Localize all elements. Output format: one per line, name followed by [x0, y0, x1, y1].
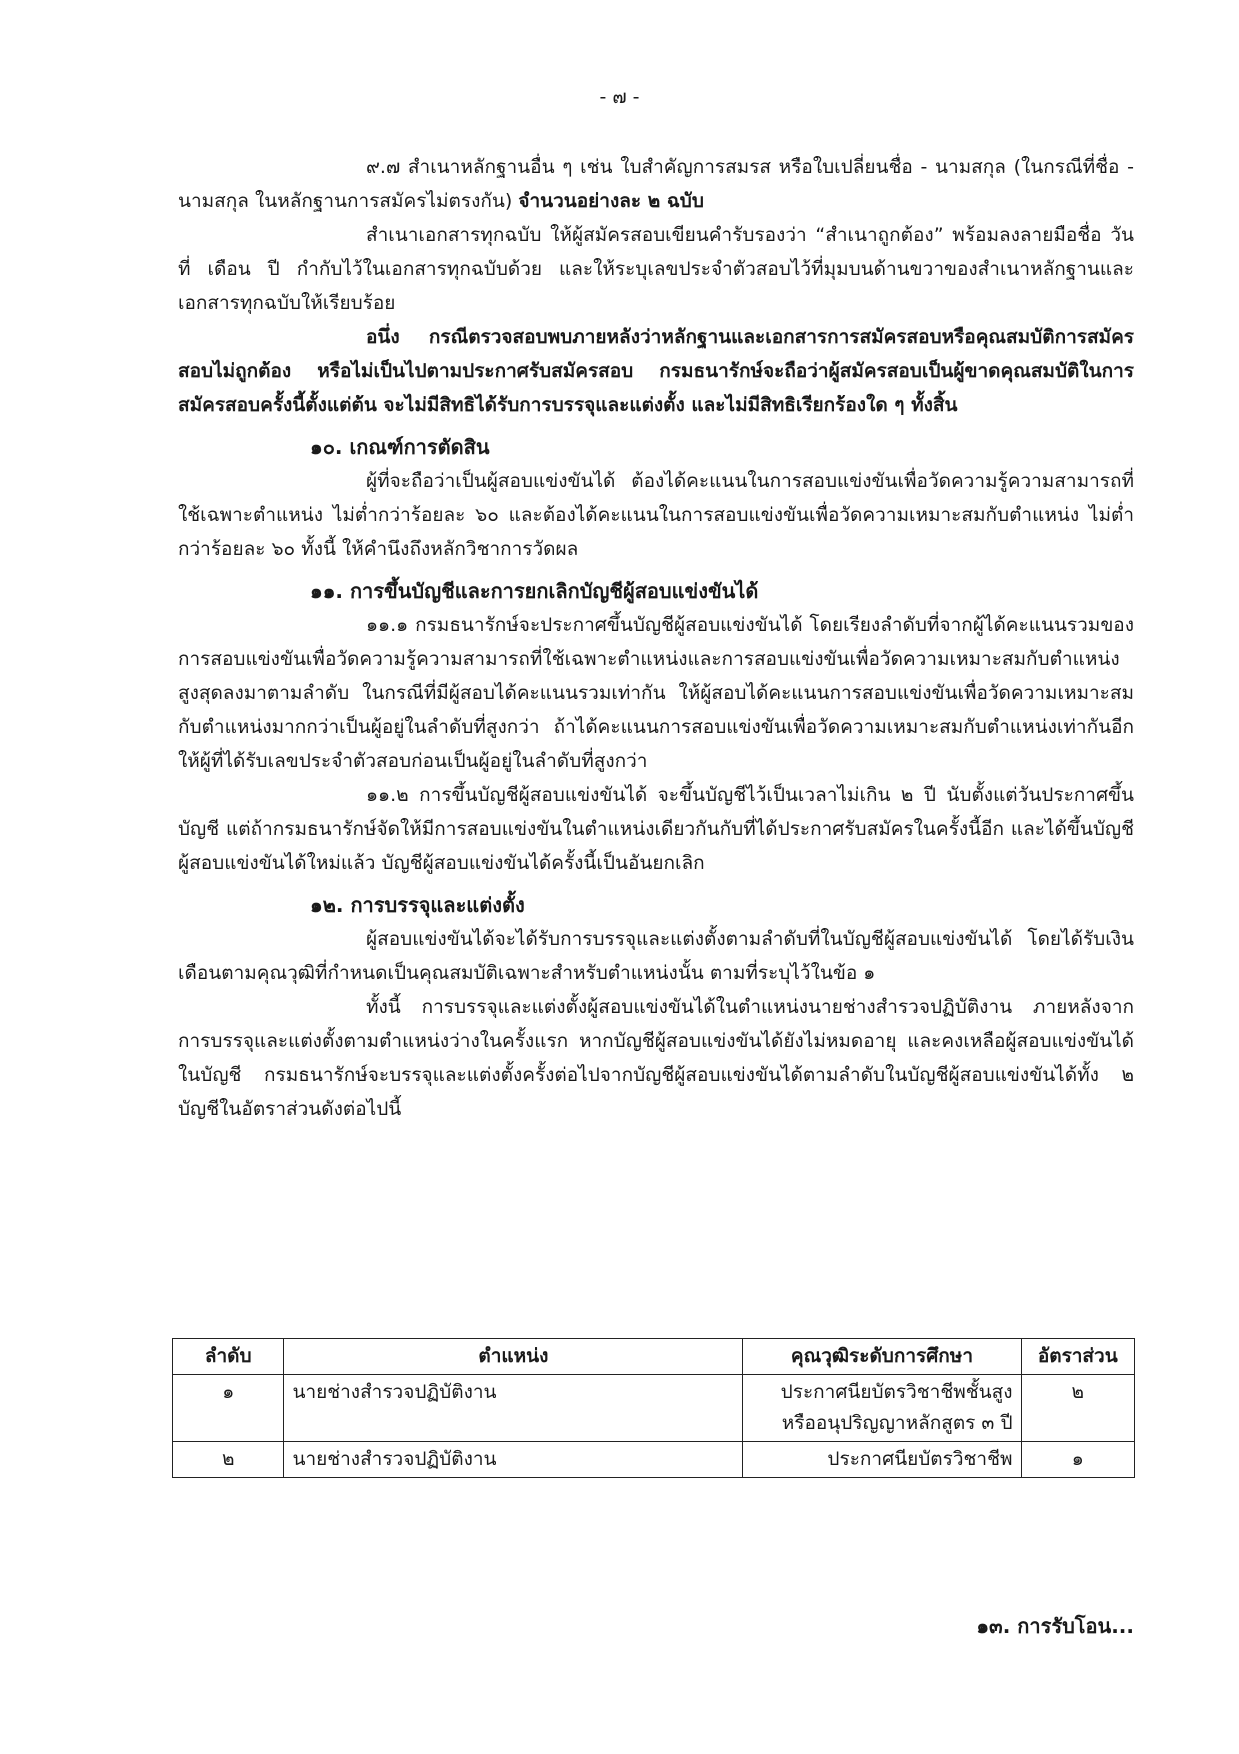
header-order: ลำดับ — [173, 1339, 284, 1375]
item-9-7-text: ๙.๗ สำเนาหลักฐานอื่น ๆ เช่น ใบสำคัญการสมรส หรือใบเปลี่ยนชื่อ - นามสกุล (ในกรณีที่ชื่อ - นามสกุล ในหลักฐานการสมัครไม่ตรงกัน) — [178, 156, 1134, 212]
header-education: คุณวุฒิระดับการศึกษา — [743, 1339, 1021, 1375]
section-10-heading: ๑๐. เกณฑ์การตัดสิน — [310, 435, 490, 459]
row-education — [743, 1375, 1021, 1442]
page-number: - ๗ - — [599, 86, 640, 108]
document-body — [178, 150, 1134, 1126]
item-9-7 — [178, 150, 1134, 218]
row-ratio: ๑ — [1021, 1442, 1134, 1478]
section-10-body: ผู้ที่จะถือว่าเป็นผู้สอบแข่งขันได้ ต้องได้คะแนนในการสอบแข่งขันเพื่อวัดความรู้ความสามารถที่ใช้เฉพาะตำแหน่ง ไม่ต่ำกว่าร้อยละ ๖๐ และต้องได้คะแนนในการสอบแข่งขันเพื่อวัดความเหมาะสมกับตำแหน่ง ไม่ต่ำกว่าร้อยละ ๖๐ ทั้งนี้ ให้คำนึงถึงหลักวิชาการวัดผล — [178, 470, 1134, 560]
section-11-1: ๑๑.๑ กรมธนารักษ์จะประกาศขึ้นบัญชีผู้สอบแข่งขันได้ โดยเรียงลำดับที่จากผู้ได้คะแนนรวมของการสอบแข่งขันเพื่อวัดความรู้ความสามารถที่ใช้เฉพาะตำแหน่งและการสอบแข่งขันเพื่อวัดความเหมาะสมกับตำแหน่งสูงสุดลงมาตามลำดับ ในกรณีที่มีผู้สอบได้คะแนนรวมเท่ากัน ให้ผู้สอบได้คะแนนการสอบแข่งขันเพื่อวัดความเหมาะสมกับตำแหน่งมากกว่าเป็นผู้อยู่ในลำดับที่สูงกว่า ถ้าได้คะแนนการสอบแข่งขันเพื่อวัดความเหมาะสมกับตำแหน่งเท่ากันอีก ให้ผู้ที่ได้รับเลขประจำตัวสอบก่อนเป็นผู้อยู่ในลำดับที่สูงกว่า — [178, 614, 1134, 772]
table-row — [173, 1375, 1135, 1442]
header-ratio: อัตราส่วน — [1021, 1339, 1134, 1375]
item-9-7-copies: จำนวนอย่างละ ๒ ฉบับ — [518, 190, 704, 212]
table-header-row — [173, 1339, 1135, 1375]
section-12-body: ผู้สอบแข่งขันได้จะได้รับการบรรจุและแต่งตั้งตามลำดับที่ในบัญชีผู้สอบแข่งขันได้ โดยได้รับเงินเดือนตามคุณวุฒิที่กำหนดเป็นคุณสมบัติเฉพาะสำหรับตำแหน่งนั้น ตามที่ระบุไว้ในข้อ ๑ — [178, 928, 1134, 984]
header-position: ตำแหน่ง — [284, 1339, 743, 1375]
ratio-table — [172, 1338, 1135, 1478]
section-11-2: ๑๑.๒ การขึ้นบัญชีผู้สอบแข่งขันได้ จะขึ้นบัญชีไว้เป็นเวลาไม่เกิน ๒ ปี นับตั้งแต่วันประกาศขึ้นบัญชี แต่ถ้ากรมธนารักษ์จัดให้มีการสอบแข่งขันในตำแหน่งเดียวกันกับที่ได้ประกาศรับสมัครในครั้งนี้อีก และได้ขึ้นบัญชีผู้สอบแข่งขันได้ใหม่แล้ว บัญชีผู้สอบแข่งขันได้ครั้งนี้เป็นอันยกเลิก — [178, 784, 1134, 874]
row-education — [743, 1442, 1021, 1478]
row-order: ๒ — [173, 1442, 284, 1478]
section-12-ratio-intro: ทั้งนี้ การบรรจุและแต่งตั้งผู้สอบแข่งขันได้ในตำแหน่งนายช่างสำรวจปฏิบัติงาน ภายหลังจากการบรรจุและแต่งตั้งตามตำแหน่งว่างในครั้งแรก หากบัญชีผู้สอบแข่งขันได้ยังไม่หมดอายุ และคงเหลือผู้สอบแข่งขันได้ในบัญชี กรมธนารักษ์จะบรรจุและแต่งตั้งครั้งต่อไปจากบัญชีผู้สอบแข่งขันได้ตามลำดับในบัญชีผู้สอบแข่งขันได้ทั้ง ๒ บัญชีในอัตราส่วนดังต่อไปนี้ — [178, 996, 1134, 1120]
row-ratio: ๒ — [1021, 1375, 1134, 1442]
row-education-line: ประกาศนียบัตรวิชาชีพชั้นสูง — [780, 1381, 1013, 1403]
row-position: นายช่างสำรวจปฏิบัติงาน — [284, 1375, 743, 1442]
section-12-heading: ๑๒. การบรรจุและแต่งตั้ง — [310, 893, 525, 917]
continuation-marker: ๑๓. การรับโอน... — [976, 1614, 1134, 1638]
table-row — [173, 1442, 1135, 1478]
section-11-heading: ๑๑. การขึ้นบัญชีและการยกเลิกบัญชีผู้สอบแข่งขันได้ — [310, 579, 759, 603]
row-order: ๑ — [173, 1375, 284, 1442]
warning-paragraph: อนึ่ง กรณีตรวจสอบพบภายหลังว่าหลักฐานและเอกสารการสมัครสอบหรือคุณสมบัติการสมัครสอบไม่ถูกต้อง หรือไม่เป็นไปตามประกาศรับสมัครสอบ กรมธนารักษ์จะถือว่าผู้สมัครสอบเป็นผู้ขาดคุณสมบัติในการสมัครสอบครั้งนี้ตั้งแต่ต้น จะไม่มีสิทธิได้รับการบรรจุและแต่งตั้ง และไม่มีสิทธิเรียกร้องใด ๆ ทั้งสิ้น — [178, 326, 1134, 416]
certify-paragraph: สำเนาเอกสารทุกฉบับ ให้ผู้สมัครสอบเขียนคำรับรองว่า “สำเนาถูกต้อง” พร้อมลงลายมือชื่อ วันที่ เดือน ปี กำกับไว้ในเอกสารทุกฉบับด้วย และให้ระบุเลขประจำตัวสอบไว้ที่มุมบนด้านขวาของสำเนาหลักฐานและเอกสารทุกฉบับให้เรียบร้อย — [178, 224, 1134, 314]
row-education-line: หรืออนุปริญญาหลักสูตร ๓ ปี — [781, 1412, 1013, 1434]
row-position: นายช่างสำรวจปฏิบัติงาน — [284, 1442, 743, 1478]
row-education-line: ประกาศนียบัตรวิชาชีพ — [827, 1448, 1013, 1470]
